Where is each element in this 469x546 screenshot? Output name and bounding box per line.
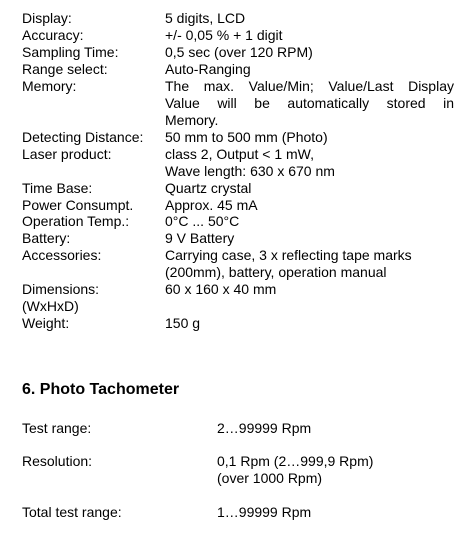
accuracy-value: +/- 0,05 % + 1 digit [165,27,283,43]
total-test-range-label: Total test range: [22,504,122,520]
test-range-value: 2…99999 Rpm [217,420,312,436]
laser-product-value: class 2, Output < 1 mW, [165,146,315,162]
accessories-value: Carrying case, 3 x reflecting tape marks [165,247,412,263]
memory-word: Value/Min; [248,78,314,94]
memory-word: stored [386,95,426,111]
accuracy-label: Accuracy: [22,27,84,43]
section-heading: 6. Photo Tachometer [22,381,180,398]
memory-word: Value [165,95,200,111]
laser-product-value-2: Wave length: 630 x 670 nm [165,163,335,179]
memory-word: Display [408,78,454,94]
sampling-time-value: 0,5 sec (over 120 RPM) [165,44,313,60]
display-value: 5 digits, LCD [165,10,246,26]
memory-value-line-1 [165,78,454,95]
memory-word: Value/Last [328,78,394,94]
total-test-range-value: 1…99999 Rpm [217,504,312,520]
memory-label: Memory: [22,78,77,94]
range-select-label: Range select: [22,61,108,77]
operation-temp-value: 0°C ... 50°C [165,213,240,229]
power-consumption-label: Power Consumpt. [22,197,134,213]
battery-label: Battery: [22,230,71,246]
memory-word: max. [203,78,235,94]
dimensions-label-2: (WxHxD) [22,298,79,314]
weight-label: Weight: [22,315,70,331]
detecting-distance-value: 50 mm to 500 mm (Photo) [165,129,328,145]
memory-word: be [254,95,270,111]
memory-word: automatically [287,95,370,111]
sampling-time-label: Sampling Time: [22,44,119,60]
resolution-value-2: (over 1000 Rpm) [217,470,323,486]
display-label: Display: [22,10,72,26]
memory-value-line-2 [165,95,454,112]
accessories-label: Accessories: [22,247,102,263]
memory-word: will [217,95,237,111]
resolution-value: 0,1 Rpm (2…999,9 Rpm) [217,453,374,469]
memory-value-line-3: Memory. [165,112,219,128]
weight-value: 150 g [165,315,201,331]
detecting-distance-label: Detecting Distance: [22,129,144,145]
battery-value: 9 V Battery [165,230,235,246]
power-consumption-value: Approx. 45 mA [165,197,258,213]
dimensions-label: Dimensions: [22,281,100,297]
accessories-value-2: (200mm), battery, operation manual [165,264,387,280]
resolution-label: Resolution: [22,453,93,469]
memory-word: The [165,78,190,94]
test-range-label: Test range: [22,420,92,436]
dimensions-value: 60 x 160 x 40 mm [165,281,277,297]
operation-temp-label: Operation Temp.: [22,213,130,229]
memory-word: in [443,95,454,111]
time-base-label: Time Base: [22,180,93,196]
laser-product-label: Laser product: [22,146,112,162]
range-select-value: Auto-Ranging [165,61,251,77]
time-base-value: Quartz crystal [165,180,252,196]
